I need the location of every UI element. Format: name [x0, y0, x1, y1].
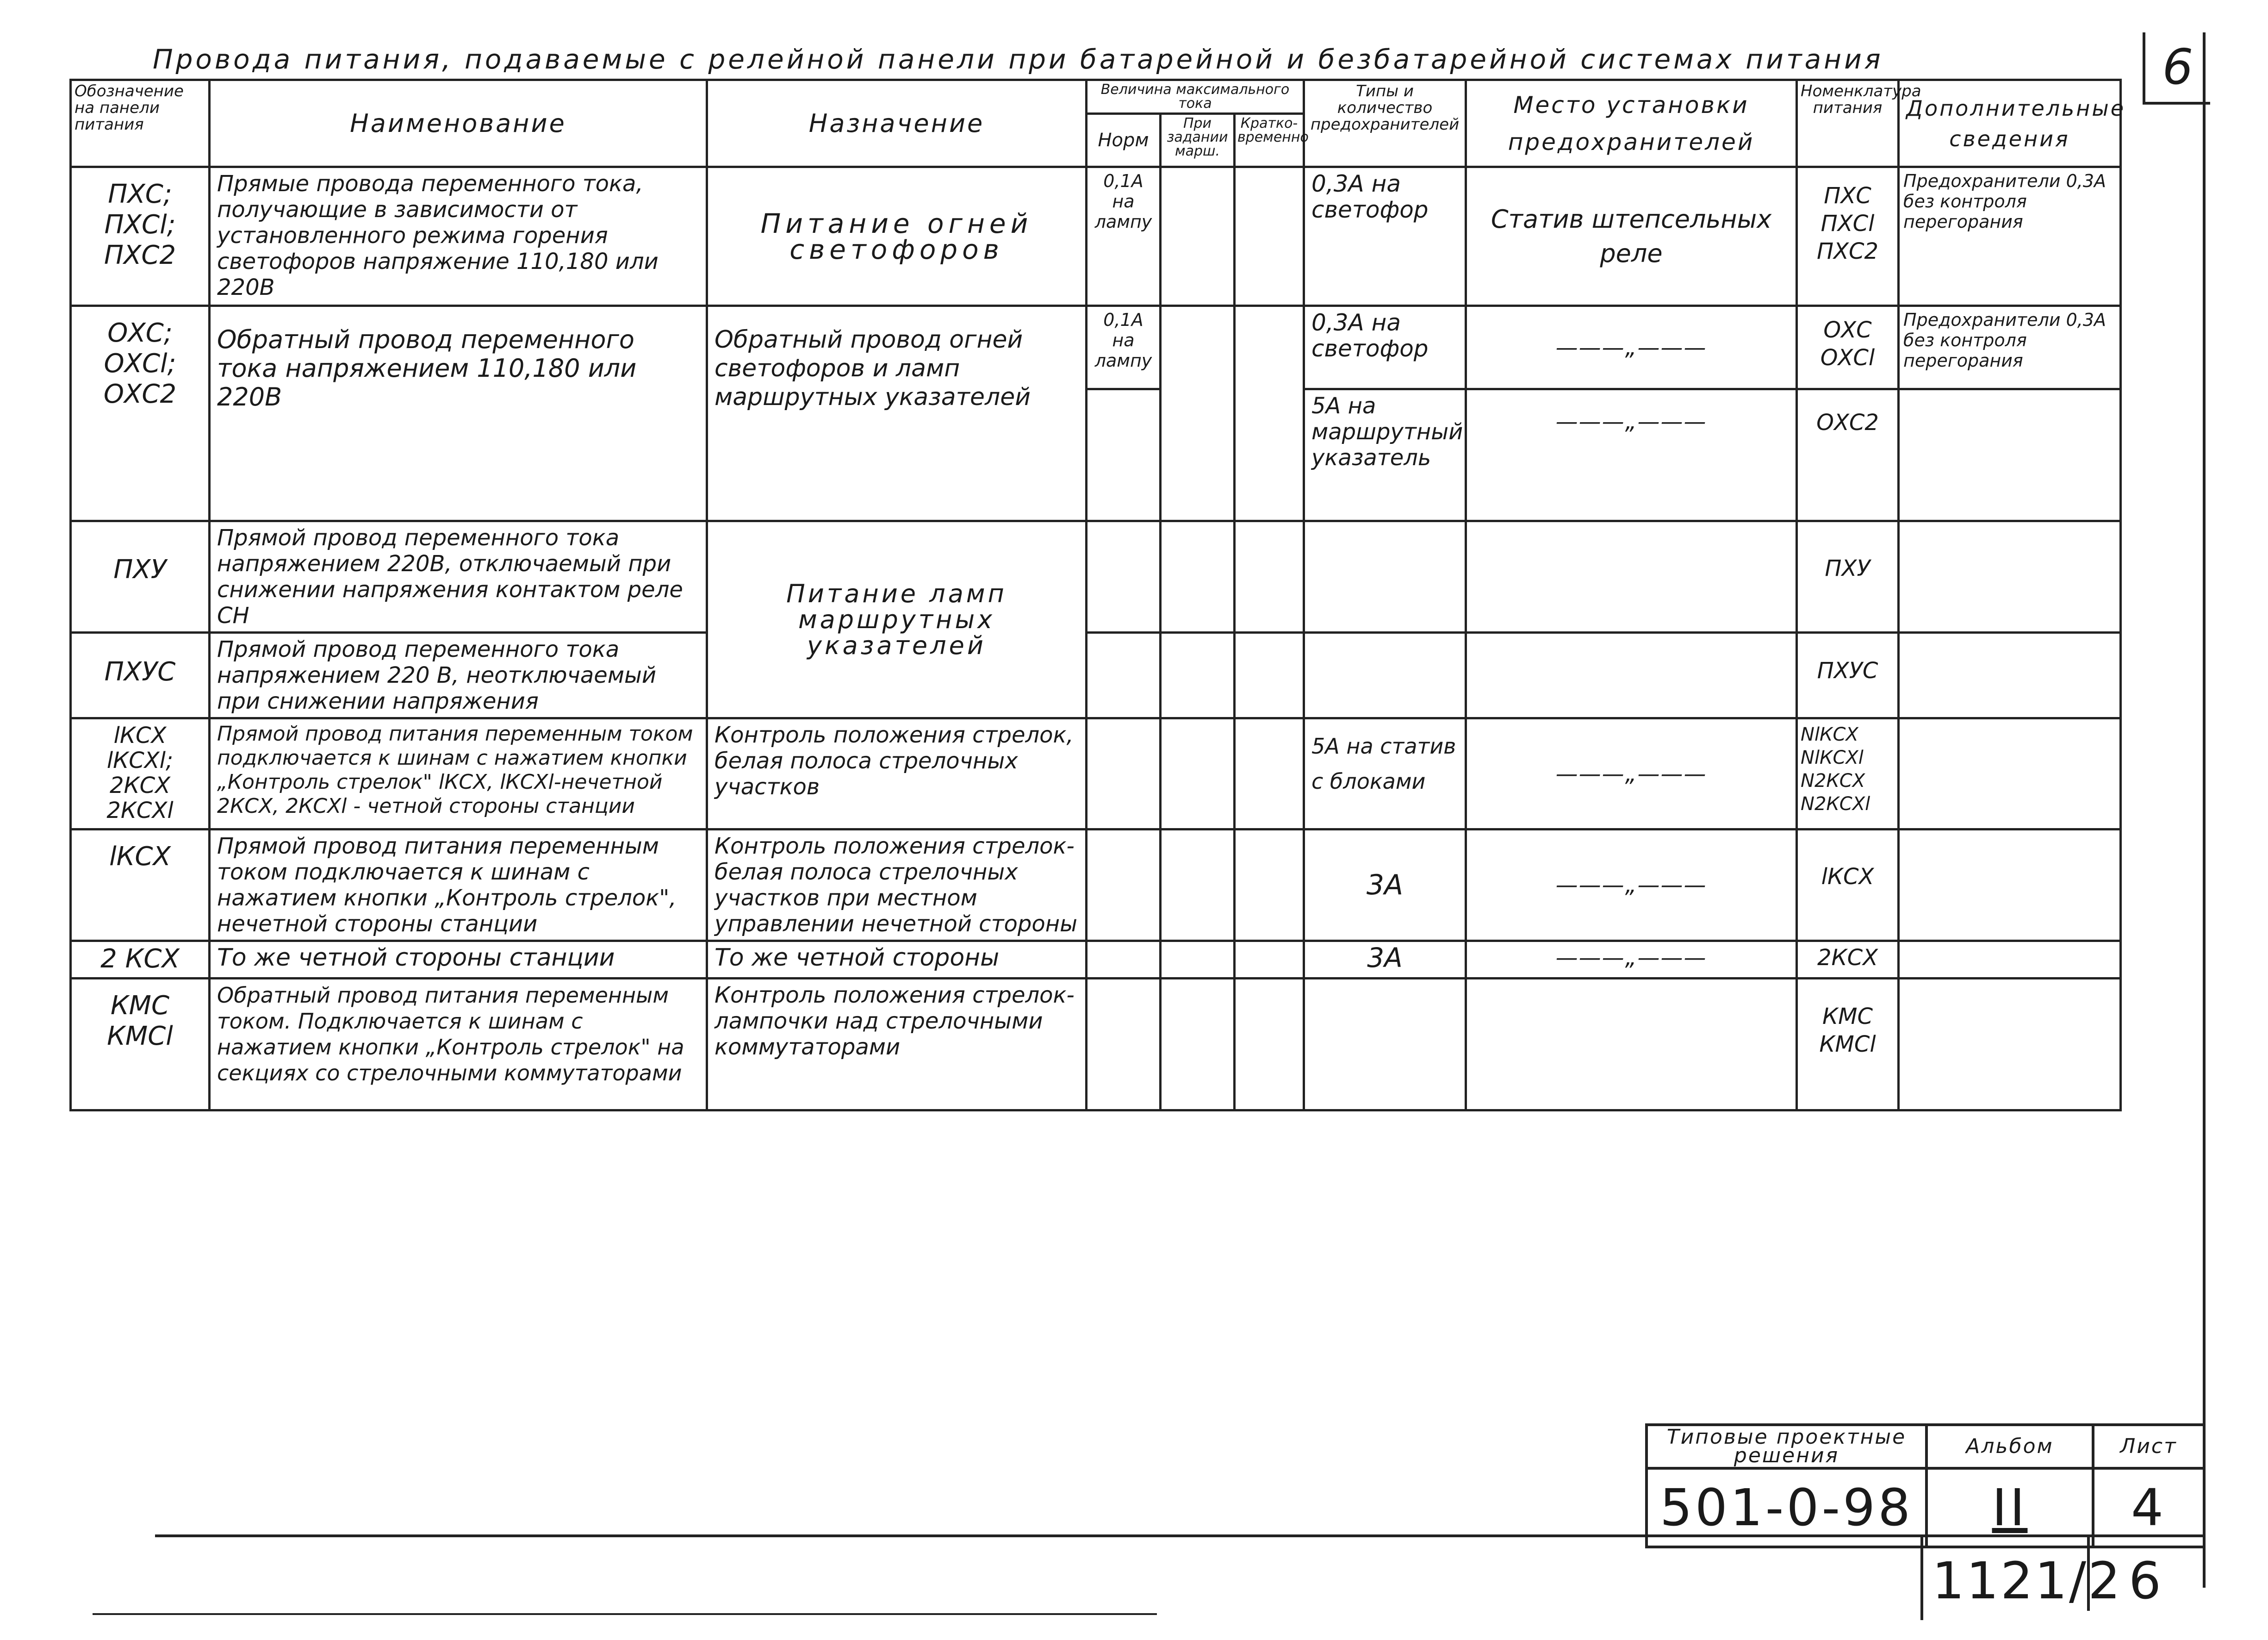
- row-place-a: ———„———: [1555, 334, 1707, 361]
- row-code: lКСХ lКСХl; 2КСХ 2КСХl: [71, 718, 210, 829]
- header-name: Наименование: [210, 80, 707, 167]
- row-purpose: Питание ламп маршрутных указателей: [707, 521, 1087, 718]
- stamp-divider-left: [1920, 1537, 1923, 1620]
- row-fuse: 0,3А на светофор: [1304, 167, 1466, 306]
- row-nomenclature: КМС КМСl: [1797, 979, 1899, 1110]
- row-purpose: Контроль положения стрелок-лампочки над стрелочными коммутаторами: [707, 979, 1087, 1110]
- stamp-label-album: Альбом: [1926, 1425, 2093, 1468]
- power-wires-table: [69, 79, 2125, 1111]
- sheet-corner-number: 6: [2143, 32, 2210, 105]
- header-brief: Кратко-временно: [1235, 114, 1304, 167]
- row-fuse: 3А: [1304, 941, 1466, 979]
- row-name: Прямой провод переменного тока напряжением 220 В, неотключаемый при снижении напряжения: [210, 633, 707, 718]
- frame-right-edge: [2203, 32, 2206, 1588]
- stamp-doc-number: 1121/2: [1932, 1551, 2122, 1610]
- row-norm: 0,1А на лампу: [1087, 167, 1161, 306]
- table-row: [71, 521, 2121, 633]
- row-place: Статив штепсельных реле: [1466, 167, 1797, 306]
- row-code: lКСХ: [71, 829, 210, 941]
- stamp-sheet: 4: [2093, 1468, 2204, 1547]
- header-current-group: Величина максимального тока: [1087, 80, 1304, 114]
- stamp-series: 501-0-98: [1647, 1468, 1926, 1547]
- row-nomenclature-a: ОХС ОХСl: [1797, 306, 1899, 389]
- row-name: То же четной стороны станции: [210, 941, 707, 979]
- row-fuse-b: 5А на маршрутный указатель: [1304, 389, 1466, 521]
- row-place: ———„———: [1555, 872, 1707, 898]
- header-fuse-place: Место установки предохранителей: [1466, 80, 1797, 167]
- row-brief-current: [1235, 167, 1304, 306]
- row-extra-empty: [1899, 389, 2121, 521]
- row-norm-empty: [1087, 389, 1161, 521]
- header-purpose: Назначение: [707, 80, 1087, 167]
- table-row: [71, 306, 2121, 389]
- row-place: ———„———: [1555, 945, 1707, 971]
- row-name: Прямой провод переменного тока напряжением 220В, отключаемый при снижении напряжения контактом реле СН: [210, 521, 707, 633]
- row-route-current: [1161, 306, 1235, 521]
- frame-bottom-line: [155, 1534, 2203, 1537]
- stamp-label-series: Типовые проектные решения: [1647, 1425, 1926, 1468]
- header-route: При задании марш.: [1161, 114, 1235, 167]
- row-route-current: [1161, 167, 1235, 306]
- table-row: [71, 941, 2121, 979]
- row-name: Прямой провод питания переменным током подключается к шинам с нажатием кнопки „Контроль стрелок" lКСХ, lКСХl-нечетной 2КСХ, 2КСХl - четной стороны станции: [210, 718, 707, 829]
- header-designation: Обозначение на панели питания: [71, 80, 210, 167]
- row-fuse: 3А: [1304, 829, 1466, 941]
- row-purpose: Питание огней светофоров: [707, 167, 1087, 306]
- row-place-b: ———„———: [1555, 409, 1707, 435]
- header-norm: Норм: [1087, 114, 1161, 167]
- row-fuse-a: 0,3А на светофор: [1304, 306, 1466, 389]
- row-fuse: 5А на статив с блоками: [1304, 718, 1466, 829]
- row-code: ОХС; ОХСl; ОХС2: [71, 306, 210, 521]
- stamp-label-sheet: Лист: [2093, 1425, 2204, 1468]
- row-code: ПХС; ПХСl; ПХС2: [71, 167, 210, 306]
- row-code: ПХУС: [71, 633, 210, 718]
- row-nomenclature-b: ОХС2: [1797, 389, 1899, 521]
- row-name: Обратный провод переменного тока напряжением 110,180 или 220В: [210, 306, 707, 521]
- stamp-doc-page: 6: [2129, 1551, 2163, 1610]
- row-nomenclature: ПХС ПХСl ПХС2: [1797, 167, 1899, 306]
- row-place: ———„———: [1555, 761, 1707, 787]
- row-nomenclature: ПХУ: [1797, 521, 1899, 633]
- header-fuse-types: Типы и количество предохранителей: [1304, 80, 1466, 167]
- title-block: [1645, 1423, 2206, 1548]
- row-extra: Предохранители 0,3А без контроля перегорания: [1899, 167, 2121, 306]
- row-purpose: Контроль положения стрелок-белая полоса стрелочных участков при местном управлении нечетной стороны: [707, 829, 1087, 941]
- row-purpose: То же четной стороны: [707, 941, 1087, 979]
- table-row: [71, 829, 2121, 941]
- table-row: [71, 718, 2121, 829]
- row-nomenclature: NlКСХ NlКСХl N2КСХ N2КСХl: [1797, 718, 1899, 829]
- row-name: Обратный провод питания переменным током. Подключается к шинам с нажатием кнопки „Контроль стрелок" на секциях со стрелочными коммутаторами: [210, 979, 707, 1110]
- row-norm: 0,1А на лампу: [1087, 306, 1161, 389]
- row-name: Прямой провод питания переменным током подключается к шинам с нажатием кнопки „Контроль стрелок", нечетной стороны станции: [210, 829, 707, 941]
- row-nomenclature: 2КСХ: [1797, 941, 1899, 979]
- table-title: Провода питания, подаваемые с релейной панели при батарейной и безбатарейной системах питания: [153, 44, 1883, 75]
- row-code: ПХУ: [71, 521, 210, 633]
- header-extra: Дополнительные сведения: [1899, 80, 2121, 167]
- table-row: [71, 979, 2121, 1110]
- frame-cut-line: [93, 1613, 1157, 1615]
- row-purpose: Обратный провод огней светофоров и ламп маршрутных указателей: [707, 306, 1087, 521]
- stamp-album: II: [1926, 1468, 2093, 1547]
- table-row: [71, 633, 2121, 718]
- header-nomenclature: Номенклатура питания: [1797, 80, 1899, 167]
- row-code: 2 КСХ: [71, 941, 210, 979]
- row-purpose: Контроль положения стрелок, белая полоса стрелочных участков: [707, 718, 1087, 829]
- row-brief-current: [1235, 306, 1304, 521]
- table-row: [71, 167, 2121, 306]
- row-nomenclature: lКСХ: [1797, 829, 1899, 941]
- row-code: КМС КМСl: [71, 979, 210, 1110]
- row-extra: Предохранители 0,3А без контроля перегорания: [1899, 306, 2121, 389]
- row-name: Прямые провода переменного тока, получающие в зависимости от установленного режима горения светофоров напряжение 110,180 или 220В: [210, 167, 707, 306]
- row-nomenclature: ПХУС: [1797, 633, 1899, 718]
